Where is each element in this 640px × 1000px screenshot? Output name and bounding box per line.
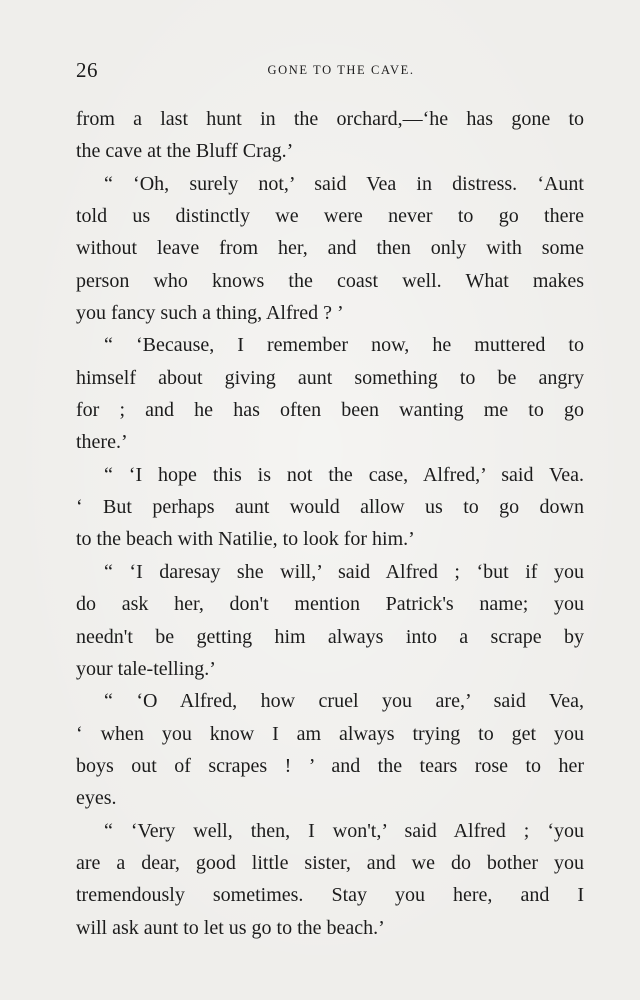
text-line: will ask aunt to let us go to the beach.’ [76, 916, 385, 939]
text-line: to the beach with Natilie, to look for him.’ [76, 528, 415, 551]
text-line: your tale-telling.’ [76, 657, 216, 680]
text-line: “ ‘Oh, surely not,’ said Vea in distress. ‘Aunt [104, 172, 584, 195]
text-line: himself about giving aunt something to be angry [76, 366, 584, 389]
text-line: boys out of scrapes ! ’ and the tears rose to her [76, 754, 584, 777]
body-text [76, 103, 584, 944]
text-line: eyes. [76, 787, 117, 810]
text-line: person who knows the coast well. What makes [76, 269, 584, 292]
text-line: ‘ But perhaps aunt would allow us to go down [76, 496, 584, 519]
running-title: GONE TO THE CAVE. [267, 63, 415, 77]
text-line: tremendously sometimes. Stay you here, and I [76, 884, 584, 907]
text-line: “ ‘O Alfred, how cruel you are,’ said Vea, [104, 690, 584, 713]
text-line: you fancy such a thing, Alfred ? ’ [76, 302, 344, 325]
text-line: ‘ when you know I am always trying to get you [76, 722, 584, 745]
text-line: “ ‘I hope this is not the case, Alfred,’ said Vea. [104, 463, 584, 486]
text-line: are a dear, good little sister, and we do bother you [76, 851, 584, 874]
text-line: the cave at the Bluff Crag.’ [76, 140, 294, 163]
page-number: 26 [76, 58, 98, 82]
text-line: there.’ [76, 431, 128, 454]
text-line: told us distinctly we were never to go there [76, 205, 584, 228]
text-line: from a last hunt in the orchard,—‘he has gone to [76, 108, 584, 130]
text-line: for ; and he has often been wanting me to go [76, 399, 584, 422]
text-line: without leave from her, and then only with some [76, 237, 584, 260]
text-line: “ ‘I daresay she will,’ said Alfred ; ‘but if you [104, 560, 584, 583]
text-line: do ask her, don't mention Patrick's name; you [76, 593, 584, 616]
text-line: “ ‘Very well, then, I won't,’ said Alfred ; ‘you [104, 819, 584, 842]
text-line: “ ‘Because, I remember now, he muttered to [104, 334, 584, 357]
text-line: needn't be getting him always into a scrape by [76, 625, 584, 648]
running-head [76, 58, 582, 86]
